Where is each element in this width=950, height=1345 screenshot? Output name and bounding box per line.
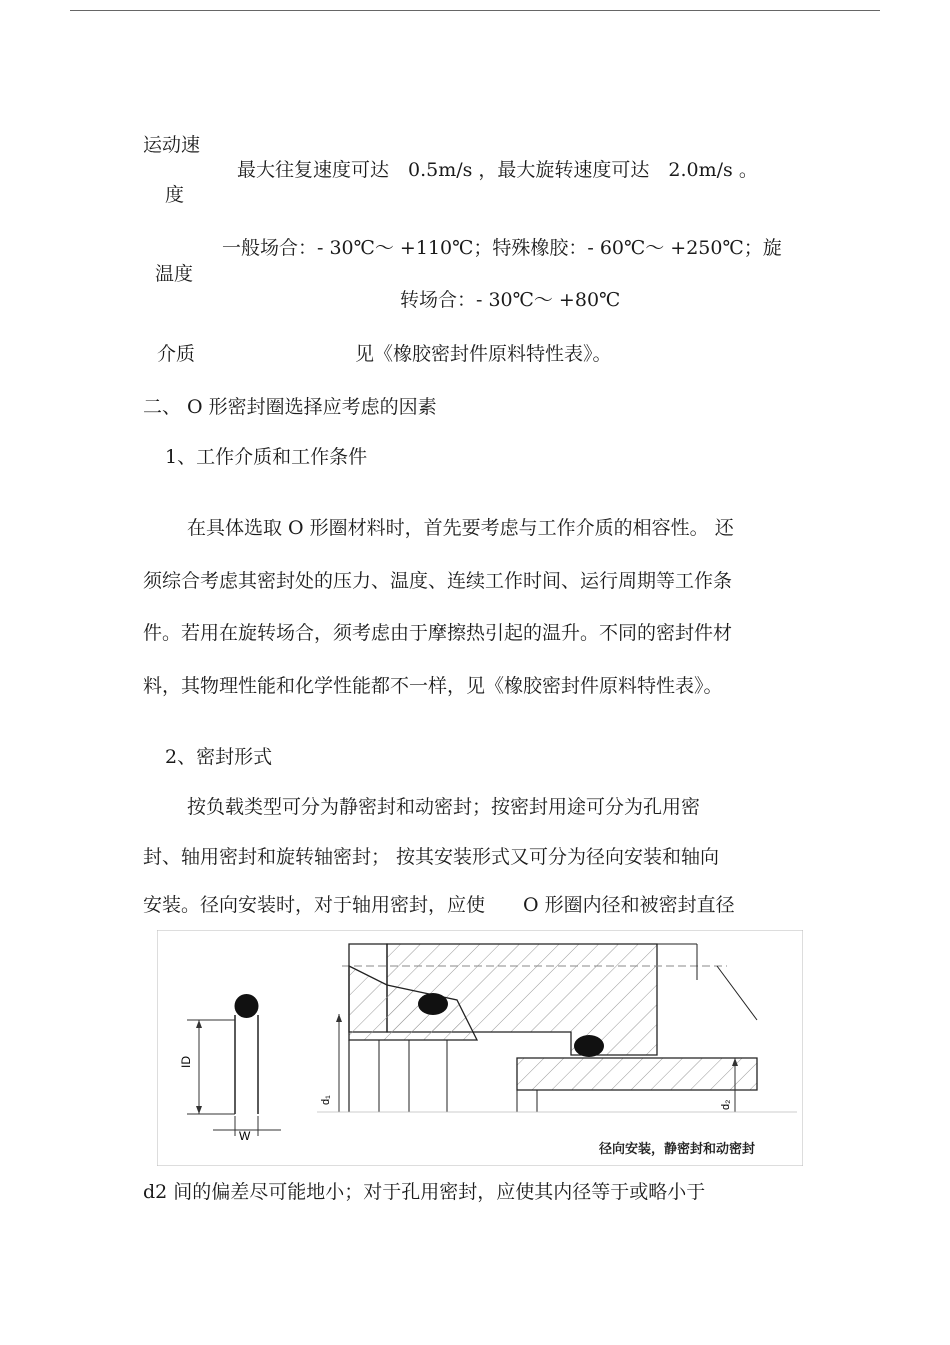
temp-label: 温度 bbox=[155, 263, 194, 285]
label-id: ID bbox=[179, 1056, 193, 1068]
temp-value-line2: 转场合：- 30℃～ +80℃ bbox=[400, 289, 621, 311]
dynamic-seal-ring bbox=[574, 1035, 604, 1057]
speed-value: 最大往复速度可达 0.5m/s ，最大旋转速度可达 2.0m/s 。 bbox=[237, 159, 758, 181]
paragraph-2-line: 封、轴用密封和旋转轴密封； 按其安装形式又可分为径向安装和轴向 bbox=[143, 846, 720, 868]
label-w: W bbox=[239, 1129, 251, 1143]
paragraph-1-line: 料，其物理性能和化学性能都不一样，见《橡胶密封件原料特性表》。 bbox=[143, 675, 723, 697]
static-seal-ring bbox=[418, 993, 448, 1015]
subheading-2: 2、密封形式 bbox=[165, 746, 273, 768]
subheading-1: 1、工作介质和工作条件 bbox=[165, 446, 368, 468]
paragraph-2-line: 安装。径向安装时，对于轴用密封，应使 O 形圈内径和被密封直径 bbox=[143, 894, 735, 916]
medium-value: 见《橡胶密封件原料特性表》。 bbox=[355, 343, 612, 365]
paragraph-2-line: 按负载类型可分为静密封和动密封；按密封用途可分为孔用密 bbox=[187, 796, 701, 818]
paragraph-1-line: 须综合考虑其密封处的压力、温度、连续工作时间、运行周期等工作条 bbox=[143, 570, 733, 592]
figure-caption: 径向安装，静密封和动密封 bbox=[599, 1141, 756, 1156]
label-d2: d₂ bbox=[720, 1099, 732, 1110]
o-ring-installation-figure bbox=[157, 930, 803, 1166]
header-rule bbox=[70, 10, 880, 11]
temp-value-line1: 一般场合：- 30℃～ +110℃；特殊橡胶：- 60℃～ +250℃；旋 bbox=[222, 237, 782, 259]
medium-label: 介质 bbox=[157, 343, 196, 365]
speed-label-line1: 运动速 bbox=[143, 134, 201, 156]
speed-label-line2: 度 bbox=[165, 184, 185, 206]
paragraph-3-line: d2 间的偏差尽可能地小；对于孔用密封，应使其内径等于或略小于 bbox=[143, 1181, 706, 1203]
label-d1: d₁ bbox=[320, 1095, 332, 1105]
paragraph-1-line: 在具体选取 O 形圈材料时，首先要考虑与工作介质的相容性。 还 bbox=[187, 517, 734, 539]
section-heading: 二、 O 形密封圈选择应考虑的因素 bbox=[143, 396, 437, 418]
paragraph-1-line: 件。若用在旋转场合，须考虑由于摩擦热引起的温升。不同的密封件材 bbox=[143, 622, 733, 644]
